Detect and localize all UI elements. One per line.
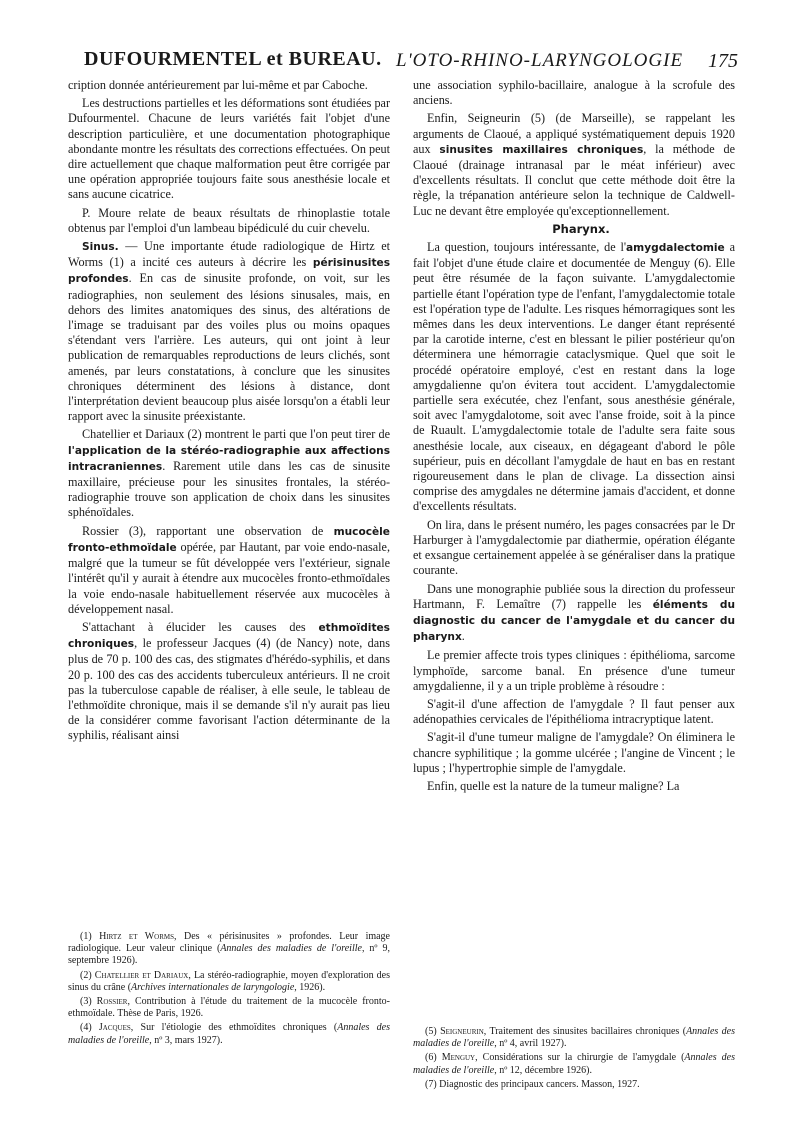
keyword: sinusites maxillaires chroniques [439,143,644,156]
paragraph: Dans une monographie publiée sous la direction du professeur Hartmann, F. Lemaître (7) rappelle les éléments du diagnostic du cancer de l'amygdale et du cancer du pharynx. [413,581,736,644]
keyword: amygdalectomie [626,242,725,255]
footnote-rule [68,923,390,924]
running-header-authors: DUFOURMENTEL et BUREAU. [84,48,382,70]
footnote: (1) Hirtz et Worms, Des « périsinusites » profondes. Leur image radiologique. Leur valeur clinique (Annales des maladies de l'oreille, nº 9, septembre 1926). [68,931,390,967]
paragraph: Enfin, quelle est la nature de la tumeur maligne? La [427,778,680,793]
paragraph-sinus: Sinus. — Une importante étude radiologique de Hirtz et Worms (1) a incité ces auteurs à décrire les périsinusites profondes. En cas de sinusite profonde, on voit, sur les radiographies, non seulement des lésions sinusales, mais, en dehors des limites anatomiques des sinus, des altérations de l'image se traduisant par des voiles plus ou moins opaques s'étendant vers l'arrière. Les auteurs, qui ont joint à leur publication de remarquables reproductions de leurs clichés, sont amenés, par leurs constatations, à conclure que les sinusites chroniques déterminent des lésions à distance, dont l'interprétation devient beaucoup plus aisée lorsqu'on a établi leur rapport avec la sinusite préexistante. [68,239,390,424]
right-column [413,78,735,797]
paragraph: Rossier (3), rapportant une observation de mucocèle fronto-ethmoïdale opérée, par Hautant, par voie endo-nasale, malgré que la tumeur se fût développée vers l'extérieur, signale l'intérêt qu'il y aurait à étendre aux mucocèles fronto-ethmoïdales la voie endo-nasale habituellement réservée aux mucocèles à développement nasal. [68,523,390,616]
left-footnotes [68,931,390,1049]
footnote: (5) Seigneurin, Traitement des sinusites bacillaires chroniques (Annales des maladies de l'oreille, nº 4, avril 1927). [413,1026,736,1050]
running-header-journal: L'OTO-RHINO-LARYNGOLOGIE [396,50,684,71]
paragraph: S'attachant à élucider les causes des ethmoïdites chroniques, le professeur Jacques (4) (de Nancy) note, dans plus de 70 p. 100 des cas, des stigmates d'hérédo-syphilis, et dans 20 p. 100 des cas des accidents tuberculeux antérieurs. Il ne croit pas la tuberculose capable de réaliser, à elle seule, le tableau de l'ethmoïdite chronique, mais il se demande s'il n'y aurait pas lieu de la considérer comme favorisant l'action déterminante de la syphilis, réalisant ainsi [68,619,390,743]
paragraph: La question, toujours intéressante, de l'amygdalectomie a fait l'objet d'une étude claire et documentée de Menguy (6). Elle peut être résumée de la façon suivante. L'amygdalectomie partielle étant l'opération type de l'enfant, l'amygdalectomie totale est l'opération type de l'adulte. Les risques hémorragiques sont les mêmes dans les deux interventions. Le danger étant représenté par la carotide interne, c'est en blessant le pilier postérieur qu'on déterminera une hémorragie cataclysmique. Quel que soit le procédé opératoire employé, c'est en restant dans la loge amygdalienne qu'on évitera tout accident. L'amygdalectomie partielle sera exécutée, chez l'enfant, sous anesthésie générale, soit avec l'amygdalotome, soit avec l'anse froide, soit à la pince de Ruault. L'amygdalectomie totale de l'adulte sera faite sous anesthésie locale, aux ciseaux, en dégageant d'abord le pôle supérieur, puis en décollant l'amygdale de haut en bas en restant rigoureusement dans le plan de clivage. La dissection ainsi comprise des amygdales ne détermine jamais d'accident, et donne d'excellents résultats. [413,240,735,514]
paragraph: S'agit-il d'une affection de l'amygdale ? Il faut penser aux adénopathies cervicales de l'épithélioma intracryptique latent. [413,696,735,727]
keyword: l'application de la stéréo-radiographie aux affections intracraniennes [68,444,390,473]
paragraph: cription donnée antérieurement par lui-même et par Caboche. [68,78,368,92]
footnote: (4) Jacques, Sur l'étiologie des ethmoïdites chroniques (Annales des maladies de l'oreille, nº 3, mars 1927). [68,1022,390,1046]
footnote: (7) Diagnostic des principaux cancers. Masson, 1927. [425,1078,640,1090]
paragraph: Enfin, Seigneurin (5) (de Marseille), se rappelant les arguments de Claoué, a appliqué systématiquement depuis 1920 aux sinusites maxillaires chroniques, la méthode de Claoué (drainage intranasal par le méat inférieur) avec d'excellents résultats. Il conclut que cette méthode doit être la règle, la trépanation antérieure selon la technique de Caldwell-Luc ne devant être employée qu'exceptionnellement. [413,111,735,218]
right-footnotes [413,1026,735,1093]
paragraph: Les destructions partielles et les déformations sont étudiées par Dufourmentel. Chacune de leurs variétés fait l'objet d'une description particulière, et une documentation photographique abondante montre les résultats des corrections effectuées. On peut dire actuellement que chaque malformation peut être corrigée par une opération appropriée toujours faite sous anesthésie locale et sans aucune cicatrice. [68,96,390,202]
paragraph: Le premier affecte trois types cliniques : épithélioma, sarcome lymphoïde, sarcome banal. En présence d'une tumeur amygdalienne, il y a un triple problème à résoudre : [413,648,735,693]
section-label-sinus: Sinus. [82,241,119,254]
running-header [66,50,738,76]
keyword: mucocèle fronto-ethmoïdale [68,525,390,554]
paragraph: On lira, dans le présent numéro, les pages consacrées par le Dr Harburger à l'amygdalectomie par diathermie, opération élégante et exsangue certainement appelée à se généraliser dans la pratique courante. [413,517,735,578]
left-column [68,78,390,747]
keyword: périsinusites profondes [68,257,390,286]
footnote: (3) Rossier, Contribution à l'étude du traitement de la mucocèle fronto-ethmoïdale. Thèse de Paris, 1926. [68,996,390,1020]
paragraph: une association syphilo-bacillaire, analogue à la scrofule des anciens. [413,78,735,108]
paragraph: P. Moure relate de beaux résultats de rhinoplastie totale obtenus par l'emploi d'un lambeau bipédiculé du cuir chevelu. [68,205,390,235]
footnote: (2) Chatellier et Dariaux, La stéréo-radiographie, moyen d'exploration des sinus du crâne (Archives internationales de laryngologie, 1926). [68,969,390,993]
paragraph: S'agit-il d'une tumeur maligne de l'amygdale? On éliminera le chancre syphilitique ; la gomme ulcérée ; l'angine de Vincent ; le lupus ; l'hypertrophie simple de l'amygdale. [413,730,735,775]
keyword: ethmoïdites chroniques [68,621,390,651]
paragraph: Chatellier et Dariaux (2) montrent le parti que l'on peut tirer de l'application de la stéréo-radiographie aux affections intracraniennes. Rarement utile dans les cas de sinusite maxillaire, précieuse pour les sinusites frontales, la stéréo-radiographie trouve son application de choix dans les sinusites sphénoïdales. [68,427,390,520]
page-number: 175 [708,50,738,72]
footnote: (6) Menguy, Considérations sur la chirurgie de l'amygdale (Annales des maladies de l'oreille, nº 12, décembre 1926). [413,1052,736,1076]
section-title-pharynx: Pharynx. [552,221,610,236]
keyword: éléments du diagnostic du cancer de l'amygdale et du cancer du pharynx [413,598,736,644]
